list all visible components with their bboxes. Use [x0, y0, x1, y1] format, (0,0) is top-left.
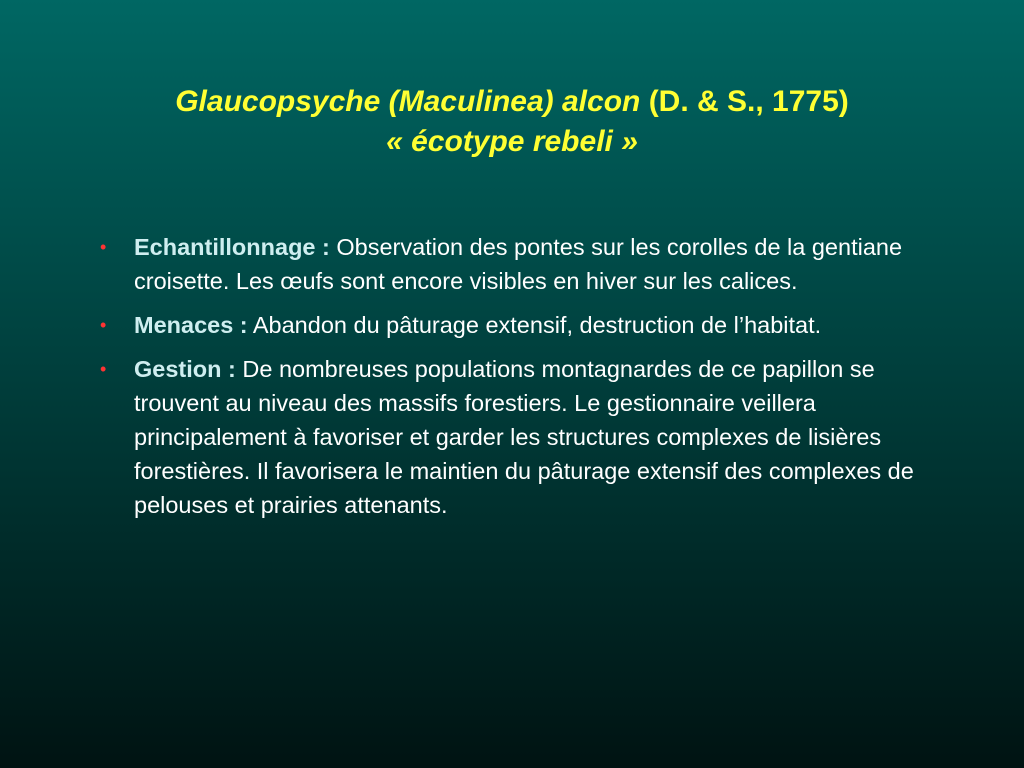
- bullet-item-menaces: [100, 308, 930, 342]
- title-ecotype: « écotype rebeli »: [386, 125, 638, 158]
- bullet-heading: Gestion :: [134, 356, 236, 382]
- title-author-year: (D. & S., 1775): [640, 85, 849, 118]
- bullet-item-echantillonnage: [100, 230, 930, 298]
- bullet-text: De nombreuses populations montagnardes de ce papillon se trouvent au niveau des massifs forestiers. Le gestionnaire veillera principalement à favoriser et garder les structures complexes de lisières forestières. Il favorisera le maintien du pâturage extensif des complexes de pelouses et prairies attenants.: [134, 356, 914, 518]
- bullet-text: Observation des pontes sur les corolles de la gentiane croisette. Les œufs sont encore visibles en hiver sur les calices.: [134, 234, 903, 294]
- title-line-1: [0, 82, 1024, 122]
- bullet-heading: Menaces :: [134, 312, 248, 338]
- bullet-list: [100, 230, 930, 532]
- bullet-item-gestion: [100, 352, 930, 522]
- bullet-marker-icon: •: [100, 359, 107, 379]
- bullet-marker-icon: •: [100, 315, 107, 335]
- slide-title: [0, 82, 1024, 162]
- title-species-name: Glaucopsyche (Maculinea) alcon: [175, 85, 641, 118]
- bullet-text: Abandon du pâturage extensif, destruction de l’habitat.: [247, 312, 822, 338]
- bullet-marker-icon: •: [100, 237, 107, 257]
- bullet-heading: Echantillonnage :: [134, 234, 330, 260]
